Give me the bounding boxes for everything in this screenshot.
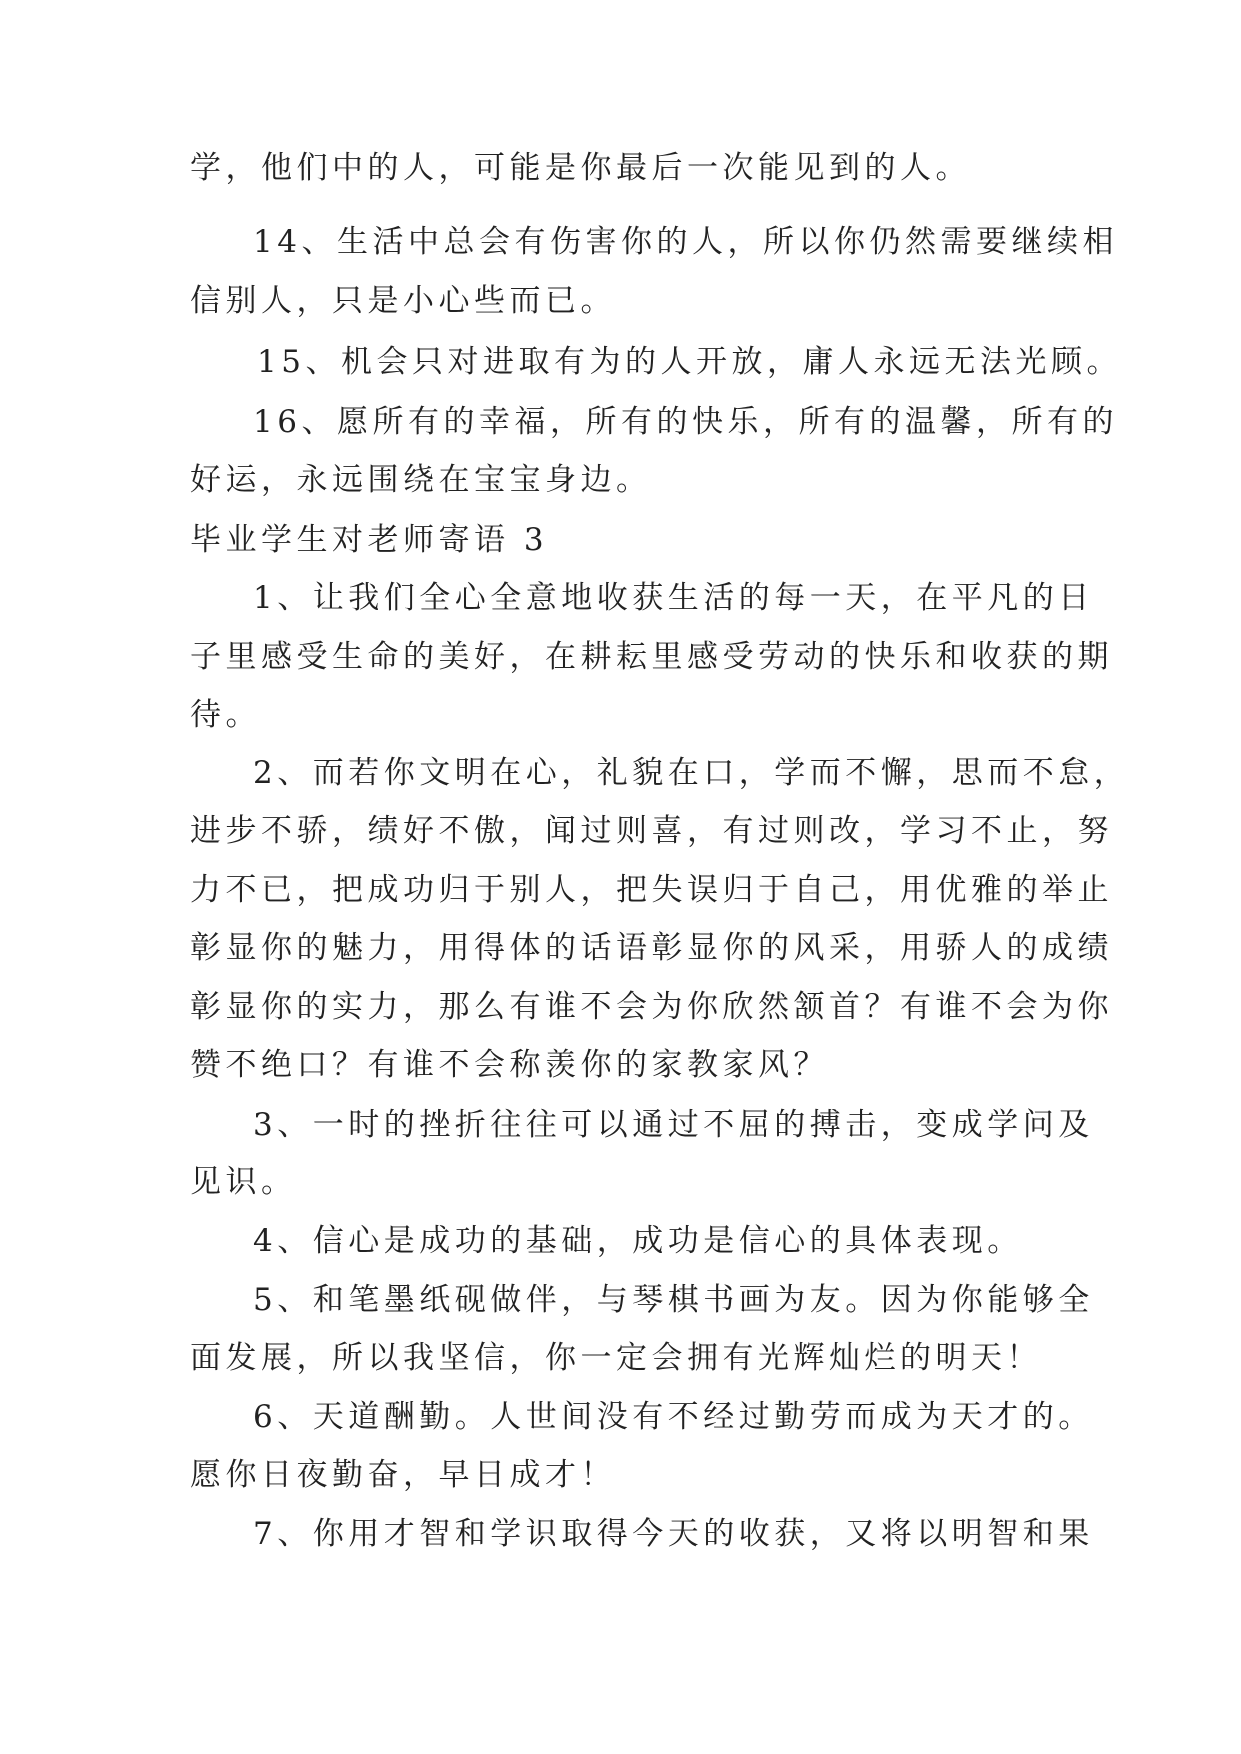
text-line: 子里感受生命的美好，在耕耘里感受劳动的快乐和收获的期 xyxy=(190,639,1113,675)
text-line: 赞不绝口？有谁不会称羡你的家教家风？ xyxy=(190,1047,829,1083)
text-line: 彰显你的实力，那么有谁不会为你欣然颔首？有谁不会为你 xyxy=(190,989,1113,1025)
text-line: 6、天道酬勤。人世间没有不经过勤劳而成为天才的。 xyxy=(253,1399,1094,1435)
text-line: 信别人，只是小心些而已。 xyxy=(190,283,616,319)
text-line: 面发展，所以我坚信，你一定会拥有光辉灿烂的明天！ xyxy=(190,1340,1042,1376)
text-line: 愿你日夜勤奋，早日成才！ xyxy=(190,1457,616,1493)
text-line: 14、生活中总会有伤害你的人，所以你仍然需要继续相 xyxy=(253,224,1118,260)
text-line: 7、你用才智和学识取得今天的收获，又将以明智和果 xyxy=(253,1516,1094,1552)
text-line: 1、让我们全心全意地收获生活的每一天，在平凡的日 xyxy=(253,580,1094,616)
text-line: 待。 xyxy=(190,697,261,733)
text-line: 彰显你的魅力，用得体的话语彰显你的风采，用骄人的成绩 xyxy=(190,930,1113,966)
text-line: 15、机会只对进取有为的人开放，庸人永远无法光顾。 xyxy=(257,344,1122,380)
text-line: 16、愿所有的幸福，所有的快乐，所有的温馨，所有的 xyxy=(253,404,1118,440)
section-heading: 毕业学生对老师寄语 3 xyxy=(190,522,549,558)
text-line: 好运，永远围绕在宝宝身边。 xyxy=(190,462,652,498)
text-line: 2、而若你文明在心，礼貌在口，学而不懈，思而不怠， xyxy=(253,755,1130,791)
text-line: 见识。 xyxy=(190,1164,297,1200)
text-line: 5、和笔墨纸砚做伴，与琴棋书画为友。因为你能够全 xyxy=(253,1282,1094,1318)
text-line: 3、一时的挫折往往可以通过不屈的搏击，变成学问及 xyxy=(253,1107,1094,1143)
text-line: 学，他们中的人，可能是你最后一次能见到的人。 xyxy=(190,150,971,186)
text-line: 进步不骄，绩好不傲，闻过则喜，有过则改，学习不止，努 xyxy=(190,813,1113,849)
text-line: 4、信心是成功的基础，成功是信心的具体表现。 xyxy=(253,1223,1023,1259)
text-line: 力不已，把成功归于别人，把失误归于自己，用优雅的举止 xyxy=(190,872,1113,908)
